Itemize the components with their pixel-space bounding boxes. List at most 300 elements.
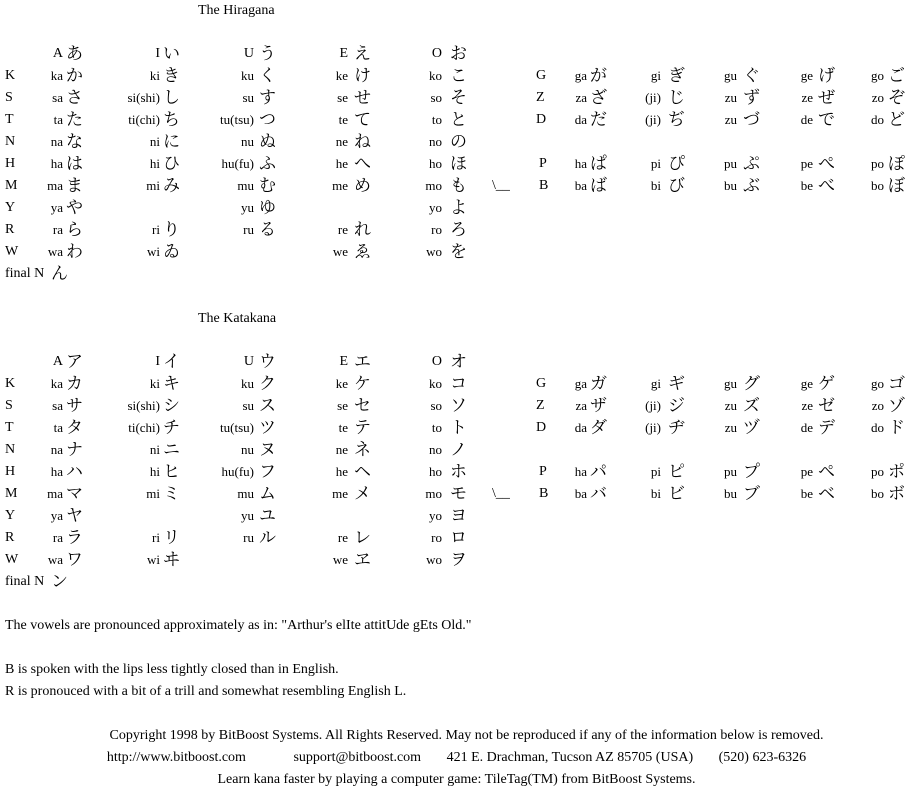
- katakana-vowel-kana-a: ア: [66, 352, 83, 372]
- katakana-voiced-romaji: po: [871, 464, 884, 479]
- katakana-voiced-kana: ボ: [888, 484, 905, 504]
- katakana-voiced-kana: ザ: [590, 396, 607, 416]
- katakana-voiced-label-d: D: [536, 420, 547, 435]
- hiragana-voiced-kana: ざ: [590, 88, 607, 108]
- katakana-voiced-kana: ゾ: [888, 396, 905, 416]
- hiragana-voiced-romaji: pe: [800, 156, 813, 171]
- hiragana-vowel-kana-i: い: [163, 44, 180, 64]
- hiragana-kana: ふ: [259, 154, 276, 174]
- hiragana-voiced-romaji: zu: [724, 90, 737, 105]
- r-pronunciation-note: R is pronouced with a bit of a trill and somewhat resembling English L.: [5, 684, 407, 699]
- hiragana-row-label-k: K: [5, 68, 16, 83]
- hiragana-voiced-kana: ぱ: [590, 154, 607, 174]
- katakana-romaji: ro: [431, 530, 442, 545]
- hiragana-voiced-kana: ぽ: [888, 154, 905, 174]
- hiragana-voiced-romaji: (ji): [645, 90, 661, 105]
- katakana-kana: ホ: [450, 462, 467, 482]
- katakana-voiced-kana: ジ: [668, 396, 685, 416]
- katakana-voiced-romaji: pe: [800, 464, 813, 479]
- hiragana-final-n-label: final N: [5, 266, 45, 281]
- hiragana-row-label-y: Y: [5, 200, 16, 215]
- katakana-kana: マ: [66, 484, 83, 504]
- katakana-voiced-kana: ヂ: [668, 418, 685, 438]
- hiragana-handakuten-arrow: \__: [492, 178, 510, 193]
- hiragana-kana: と: [450, 110, 467, 130]
- hiragana-romaji: yu: [241, 200, 254, 215]
- hiragana-romaji: sa: [52, 90, 63, 105]
- hiragana-romaji: to: [431, 112, 442, 127]
- katakana-voiced-kana: ゲ: [818, 374, 835, 394]
- katakana-kana: ニ: [163, 440, 180, 460]
- hiragana-romaji: tu(tsu): [220, 112, 254, 127]
- katakana-kana: ク: [259, 374, 276, 394]
- hiragana-row-label-t: T: [5, 112, 14, 127]
- hiragana-voiced-romaji: gi: [650, 68, 661, 83]
- hiragana-romaji: ta: [53, 112, 63, 127]
- hiragana-romaji: wa: [47, 244, 63, 259]
- katakana-voiced-romaji: zu: [724, 398, 737, 413]
- katakana-voiced-romaji: pi: [650, 464, 661, 479]
- katakana-romaji: si(shi): [127, 398, 160, 413]
- katakana-row-label-t: T: [5, 420, 14, 435]
- katakana-romaji: ra: [52, 530, 63, 545]
- hiragana-kana: は: [66, 154, 83, 174]
- katakana-voiced-kana: ペ: [818, 462, 835, 482]
- hiragana-voiced-kana: じ: [668, 88, 685, 108]
- hiragana-voiced-romaji: gu: [724, 68, 737, 83]
- hiragana-romaji: ti(chi): [128, 112, 160, 127]
- katakana-voiced-romaji: bo: [871, 486, 884, 501]
- hiragana-voiced-romaji: po: [871, 156, 884, 171]
- hiragana-kana: こ: [450, 66, 467, 86]
- katakana-voiced-kana: ガ: [590, 374, 607, 394]
- katakana-voiced-kana: グ: [743, 374, 760, 394]
- katakana-voiced-kana: デ: [818, 418, 835, 438]
- phone-number: (520) 623-6326: [718, 750, 807, 765]
- postal-address: 421 E. Drachman, Tucson AZ 85705 (USA): [446, 750, 694, 765]
- katakana-voiced-kana: パ: [590, 462, 607, 482]
- hiragana-voiced-romaji: zu: [724, 112, 737, 127]
- katakana-voiced-kana: ド: [888, 418, 905, 438]
- katakana-kana: ナ: [66, 440, 83, 460]
- katakana-romaji: he: [335, 464, 348, 479]
- katakana-voiced-kana: ビ: [668, 484, 685, 504]
- hiragana-voiced-romaji: ge: [800, 68, 813, 83]
- hiragana-vowel-kana-a: あ: [66, 44, 83, 64]
- katakana-romaji: te: [338, 420, 348, 435]
- hiragana-kana: へ: [354, 154, 371, 174]
- hiragana-voiced-kana: づ: [743, 110, 760, 130]
- katakana-kana: コ: [450, 374, 467, 394]
- hiragana-vowel-e: E: [339, 46, 348, 61]
- hiragana-romaji: no: [429, 134, 442, 149]
- hiragana-voiced-romaji: bi: [650, 178, 661, 193]
- katakana-row-label-h: H: [5, 464, 16, 479]
- katakana-voiced-romaji: za: [575, 398, 587, 413]
- hiragana-kana: ち: [163, 110, 180, 130]
- katakana-kana: ツ: [259, 418, 276, 438]
- katakana-voiced-romaji: pu: [724, 464, 737, 479]
- hiragana-row-label-h: H: [5, 156, 16, 171]
- hiragana-romaji: ku: [241, 68, 254, 83]
- katakana-kana: サ: [66, 396, 83, 416]
- hiragana-kana: に: [163, 132, 180, 152]
- katakana-kana: キ: [163, 374, 180, 394]
- katakana-voiced-romaji: ze: [801, 398, 813, 413]
- katakana-romaji: sa: [52, 398, 63, 413]
- katakana-romaji: ko: [429, 376, 442, 391]
- katakana-voiced-romaji: bu: [724, 486, 737, 501]
- katakana-kana: タ: [66, 418, 83, 438]
- katakana-voiced-romaji: be: [800, 486, 813, 501]
- hiragana-voiced-kana: べ: [818, 176, 835, 196]
- hiragana-kana: み: [163, 176, 180, 196]
- katakana-kana: カ: [66, 374, 83, 394]
- katakana-romaji: wa: [47, 552, 63, 567]
- katakana-romaji: mu: [237, 486, 254, 501]
- hiragana-vowel-a: A: [52, 46, 63, 61]
- hiragana-kana: め: [354, 176, 371, 196]
- hiragana-voiced-label-z: Z: [536, 90, 545, 105]
- hiragana-kana: ろ: [450, 220, 467, 240]
- katakana-romaji: no: [429, 442, 442, 457]
- katakana-voiced-kana: ブ: [743, 484, 760, 504]
- katakana-kana: ケ: [354, 374, 371, 394]
- hiragana-voiced-kana: び: [668, 176, 685, 196]
- katakana-romaji: ni: [149, 442, 160, 457]
- hiragana-kana: る: [259, 220, 276, 240]
- katakana-kana: ラ: [66, 528, 83, 548]
- hiragana-voiced-kana: ぶ: [743, 176, 760, 196]
- katakana-row-label-s: S: [5, 398, 13, 413]
- katakana-kana: レ: [354, 528, 371, 548]
- katakana-romaji: ru: [243, 530, 254, 545]
- katakana-romaji: ri: [152, 530, 160, 545]
- hiragana-voiced-romaji: ze: [801, 90, 813, 105]
- hiragana-voiced-romaji: go: [871, 68, 884, 83]
- hiragana-kana: ほ: [450, 154, 467, 174]
- hiragana-voiced-label-d: D: [536, 112, 547, 127]
- hiragana-vowel-u: U: [243, 46, 254, 61]
- katakana-title: The Katakana: [198, 311, 277, 326]
- hiragana-romaji: ra: [52, 222, 63, 237]
- katakana-kana: ム: [259, 484, 276, 504]
- hiragana-voiced-kana: ぢ: [668, 110, 685, 130]
- hiragana-voiced-kana: げ: [818, 66, 835, 86]
- hiragana-final-n-kana: ん: [51, 264, 68, 284]
- katakana-romaji: ho: [429, 464, 442, 479]
- hiragana-voiced-romaji: (ji): [645, 112, 661, 127]
- katakana-romaji: re: [337, 530, 348, 545]
- katakana-voiced-kana: ダ: [590, 418, 607, 438]
- katakana-kana: ヘ: [354, 462, 371, 482]
- hiragana-voiced-kana: ぞ: [888, 88, 905, 108]
- hiragana-voiced-romaji: pu: [724, 156, 737, 171]
- hiragana-voiced-romaji: pi: [650, 156, 661, 171]
- hiragana-voiced-romaji: bo: [871, 178, 884, 193]
- hiragana-voiced-romaji: ba: [574, 178, 587, 193]
- hiragana-voiced-romaji: ha: [574, 156, 587, 171]
- hiragana-voiced-kana: で: [818, 110, 835, 130]
- hiragana-title: The Hiragana: [198, 3, 275, 18]
- katakana-voiced-romaji: zu: [724, 420, 737, 435]
- katakana-kana: リ: [163, 528, 180, 548]
- katakana-romaji: mi: [146, 486, 160, 501]
- hiragana-kana: よ: [450, 198, 467, 218]
- hiragana-kana: わ: [66, 242, 83, 262]
- hiragana-kana: き: [163, 66, 180, 86]
- hiragana-kana: の: [450, 132, 467, 152]
- katakana-romaji: yu: [241, 508, 254, 523]
- hiragana-kana: ゆ: [259, 198, 276, 218]
- katakana-vowel-a: A: [52, 354, 63, 369]
- hiragana-kana: ゑ: [354, 242, 371, 262]
- hiragana-kana: つ: [259, 110, 276, 130]
- hiragana-voiced-kana: ご: [888, 66, 905, 86]
- hiragana-romaji: yo: [429, 200, 442, 215]
- katakana-romaji: ma: [47, 486, 63, 501]
- katakana-vowel-e: E: [339, 354, 348, 369]
- hiragana-voiced-kana: ず: [743, 88, 760, 108]
- katakana-row-label-w: W: [5, 552, 19, 567]
- hiragana-kana: な: [66, 132, 83, 152]
- hiragana-kana: か: [66, 66, 83, 86]
- katakana-final-n-label: final N: [5, 574, 45, 589]
- hiragana-romaji: ko: [429, 68, 442, 83]
- hiragana-voiced-romaji: do: [871, 112, 884, 127]
- katakana-romaji: we: [332, 552, 348, 567]
- katakana-romaji: wo: [426, 552, 442, 567]
- katakana-vowel-i: I: [155, 354, 160, 369]
- katakana-kana: ヤ: [66, 506, 83, 526]
- katakana-voiced-romaji: gi: [650, 376, 661, 391]
- katakana-voiced-kana: ゼ: [818, 396, 835, 416]
- katakana-romaji: me: [332, 486, 348, 501]
- katakana-kana: ヲ: [450, 550, 467, 570]
- hiragana-voiced-romaji: be: [800, 178, 813, 193]
- hiragana-romaji: hi: [149, 156, 160, 171]
- katakana-voiced-romaji: da: [574, 420, 587, 435]
- hiragana-kana: む: [259, 176, 276, 196]
- katakana-romaji: se: [337, 398, 348, 413]
- hiragana-vowel-kana-u: う: [259, 44, 276, 64]
- katakana-kana: ソ: [450, 396, 467, 416]
- katakana-row-label-k: K: [5, 376, 16, 391]
- katakana-voiced-romaji: zo: [871, 398, 884, 413]
- katakana-romaji: so: [430, 398, 442, 413]
- hiragana-voiced-kana: ぐ: [743, 66, 760, 86]
- hiragana-romaji: ka: [50, 68, 63, 83]
- katakana-voiced-romaji: ha: [574, 464, 587, 479]
- hiragana-romaji: ha: [50, 156, 63, 171]
- katakana-voiced-kana: プ: [743, 462, 760, 482]
- hiragana-romaji: ma: [47, 178, 63, 193]
- katakana-romaji: ti(chi): [128, 420, 160, 435]
- hiragana-kana: す: [259, 88, 276, 108]
- hiragana-voiced-romaji: da: [574, 112, 587, 127]
- katakana-romaji: ha: [50, 464, 63, 479]
- katakana-romaji: ta: [53, 420, 63, 435]
- hiragana-kana: し: [163, 88, 180, 108]
- katakana-romaji: tu(tsu): [220, 420, 254, 435]
- katakana-kana: ヰ: [163, 550, 180, 570]
- katakana-voiced-romaji: ge: [800, 376, 813, 391]
- katakana-kana: ハ: [66, 462, 83, 482]
- katakana-row-label-r: R: [5, 530, 15, 545]
- katakana-romaji: hi: [149, 464, 160, 479]
- hiragana-kana: ね: [354, 132, 371, 152]
- katakana-kana: テ: [354, 418, 371, 438]
- katakana-voiced-romaji: (ji): [645, 398, 661, 413]
- hiragana-romaji: hu(fu): [221, 156, 254, 171]
- katakana-voiced-label-z: Z: [536, 398, 545, 413]
- katakana-row-label-n: N: [5, 442, 16, 457]
- katakana-kana: シ: [163, 396, 180, 416]
- promo-line: Learn kana faster by playing a computer game: TileTag(TM) from BitBoost Systems.: [217, 772, 696, 787]
- katakana-handakuten-arrow: \__: [492, 486, 510, 501]
- katakana-kana: ヨ: [450, 506, 467, 526]
- hiragana-kana: れ: [354, 220, 371, 240]
- hiragana-romaji: se: [337, 90, 348, 105]
- katakana-kana: ヒ: [163, 462, 180, 482]
- katakana-voiced-label-b: B: [539, 486, 549, 501]
- katakana-kana: ミ: [163, 484, 180, 504]
- hiragana-romaji: nu: [241, 134, 254, 149]
- katakana-romaji: ne: [335, 442, 348, 457]
- katakana-voiced-kana: ベ: [818, 484, 835, 504]
- katakana-kana: メ: [354, 484, 371, 504]
- b-pronunciation-note: B is spoken with the lips less tightly closed than in English.: [5, 662, 339, 677]
- hiragana-voiced-label-g: G: [536, 68, 547, 83]
- katakana-romaji: na: [50, 442, 63, 457]
- katakana-vowel-kana-o: オ: [450, 352, 467, 372]
- hiragana-voiced-kana: が: [590, 66, 607, 86]
- katakana-voiced-kana: ズ: [743, 396, 760, 416]
- katakana-romaji: ke: [335, 376, 348, 391]
- hiragana-voiced-kana: ど: [888, 110, 905, 130]
- katakana-romaji: ka: [50, 376, 63, 391]
- katakana-voiced-romaji: (ji): [645, 420, 661, 435]
- hiragana-kana: そ: [450, 88, 467, 108]
- katakana-romaji: hu(fu): [221, 464, 254, 479]
- hiragana-kana: た: [66, 110, 83, 130]
- hiragana-kana: さ: [66, 88, 83, 108]
- hiragana-romaji: ya: [50, 200, 63, 215]
- vowel-pronunciation-note: The vowels are pronounced approximately as in: "Arthur's elIte attitUde gEts Old.": [5, 618, 472, 633]
- hiragana-romaji: mu: [237, 178, 254, 193]
- katakana-vowel-u: U: [243, 354, 254, 369]
- website-link[interactable]: http://www.bitboost.com: [106, 750, 246, 765]
- hiragana-voiced-label-b: B: [539, 178, 549, 193]
- hiragana-romaji: wo: [426, 244, 442, 259]
- hiragana-kana: て: [354, 110, 371, 130]
- hiragana-kana: け: [354, 66, 371, 86]
- katakana-voiced-kana: バ: [590, 484, 607, 504]
- copyright-line: Copyright 1998 by BitBoost Systems. All Rights Reserved. May not be reproduced if any of the information below is removed.: [109, 728, 824, 743]
- hiragana-voiced-kana: ば: [590, 176, 607, 196]
- hiragana-romaji: ki: [149, 68, 160, 83]
- hiragana-voiced-kana: ぺ: [818, 154, 835, 174]
- hiragana-row-label-r: R: [5, 222, 15, 237]
- hiragana-kana: ひ: [163, 154, 180, 174]
- katakana-romaji: yo: [429, 508, 442, 523]
- katakana-voiced-romaji: do: [871, 420, 884, 435]
- hiragana-voiced-kana: ぜ: [818, 88, 835, 108]
- katakana-voiced-romaji: de: [800, 420, 813, 435]
- hiragana-romaji: re: [337, 222, 348, 237]
- hiragana-voiced-romaji: de: [800, 112, 813, 127]
- hiragana-romaji: su: [242, 90, 254, 105]
- contact-line: [0, 747, 913, 769]
- katakana-kana: ワ: [66, 550, 83, 570]
- hiragana-romaji: mi: [146, 178, 160, 193]
- katakana-voiced-kana: ギ: [668, 374, 685, 394]
- katakana-romaji: wi: [147, 552, 160, 567]
- katakana-kana: ノ: [450, 440, 467, 460]
- katakana-kana: モ: [450, 484, 467, 504]
- katakana-romaji: ku: [241, 376, 254, 391]
- katakana-voiced-label-g: G: [536, 376, 547, 391]
- hiragana-row-label-s: S: [5, 90, 13, 105]
- hiragana-romaji: me: [332, 178, 348, 193]
- hiragana-kana: や: [66, 198, 83, 218]
- hiragana-kana: ら: [66, 220, 83, 240]
- hiragana-voiced-kana: ぎ: [668, 66, 685, 86]
- katakana-kana: フ: [259, 462, 276, 482]
- hiragana-voiced-romaji: bu: [724, 178, 737, 193]
- hiragana-romaji: ru: [243, 222, 254, 237]
- katakana-kana: ス: [259, 396, 276, 416]
- katakana-voiced-romaji: bi: [650, 486, 661, 501]
- katakana-voiced-romaji: ba: [574, 486, 587, 501]
- hiragana-kana: り: [163, 220, 180, 240]
- hiragana-vowel-kana-o: お: [450, 44, 467, 64]
- katakana-romaji: su: [242, 398, 254, 413]
- katakana-voiced-kana: ヅ: [743, 418, 760, 438]
- hiragana-voiced-kana: ぴ: [668, 154, 685, 174]
- katakana-voiced-romaji: gu: [724, 376, 737, 391]
- hiragana-row-label-n: N: [5, 134, 16, 149]
- hiragana-romaji: ke: [335, 68, 348, 83]
- katakana-vowel-kana-i: イ: [163, 352, 180, 372]
- katakana-kana: ロ: [450, 528, 467, 548]
- katakana-kana: ト: [450, 418, 467, 438]
- hiragana-row-label-w: W: [5, 244, 19, 259]
- hiragana-romaji: ro: [431, 222, 442, 237]
- hiragana-vowel-o: O: [431, 46, 442, 61]
- katakana-row-label-m: M: [5, 486, 18, 501]
- katakana-romaji: mo: [425, 486, 442, 501]
- katakana-vowel-kana-e: エ: [354, 352, 371, 372]
- katakana-kana: チ: [163, 418, 180, 438]
- hiragana-voiced-kana: だ: [590, 110, 607, 130]
- katakana-voiced-kana: ゴ: [888, 374, 905, 394]
- hiragana-romaji: we: [332, 244, 348, 259]
- katakana-voiced-label-p: P: [539, 464, 547, 479]
- hiragana-kana: せ: [354, 88, 371, 108]
- hiragana-kana: ま: [66, 176, 83, 196]
- hiragana-kana: も: [450, 176, 467, 196]
- hiragana-romaji: so: [430, 90, 442, 105]
- hiragana-kana: ゐ: [163, 242, 180, 262]
- katakana-final-n-kana: ン: [51, 572, 68, 592]
- katakana-kana: セ: [354, 396, 371, 416]
- katakana-kana: ネ: [354, 440, 371, 460]
- hiragana-voiced-kana: ぼ: [888, 176, 905, 196]
- hiragana-vowel-kana-e: え: [354, 44, 371, 64]
- support-email[interactable]: support@bitboost.com: [293, 750, 422, 765]
- katakana-voiced-romaji: go: [871, 376, 884, 391]
